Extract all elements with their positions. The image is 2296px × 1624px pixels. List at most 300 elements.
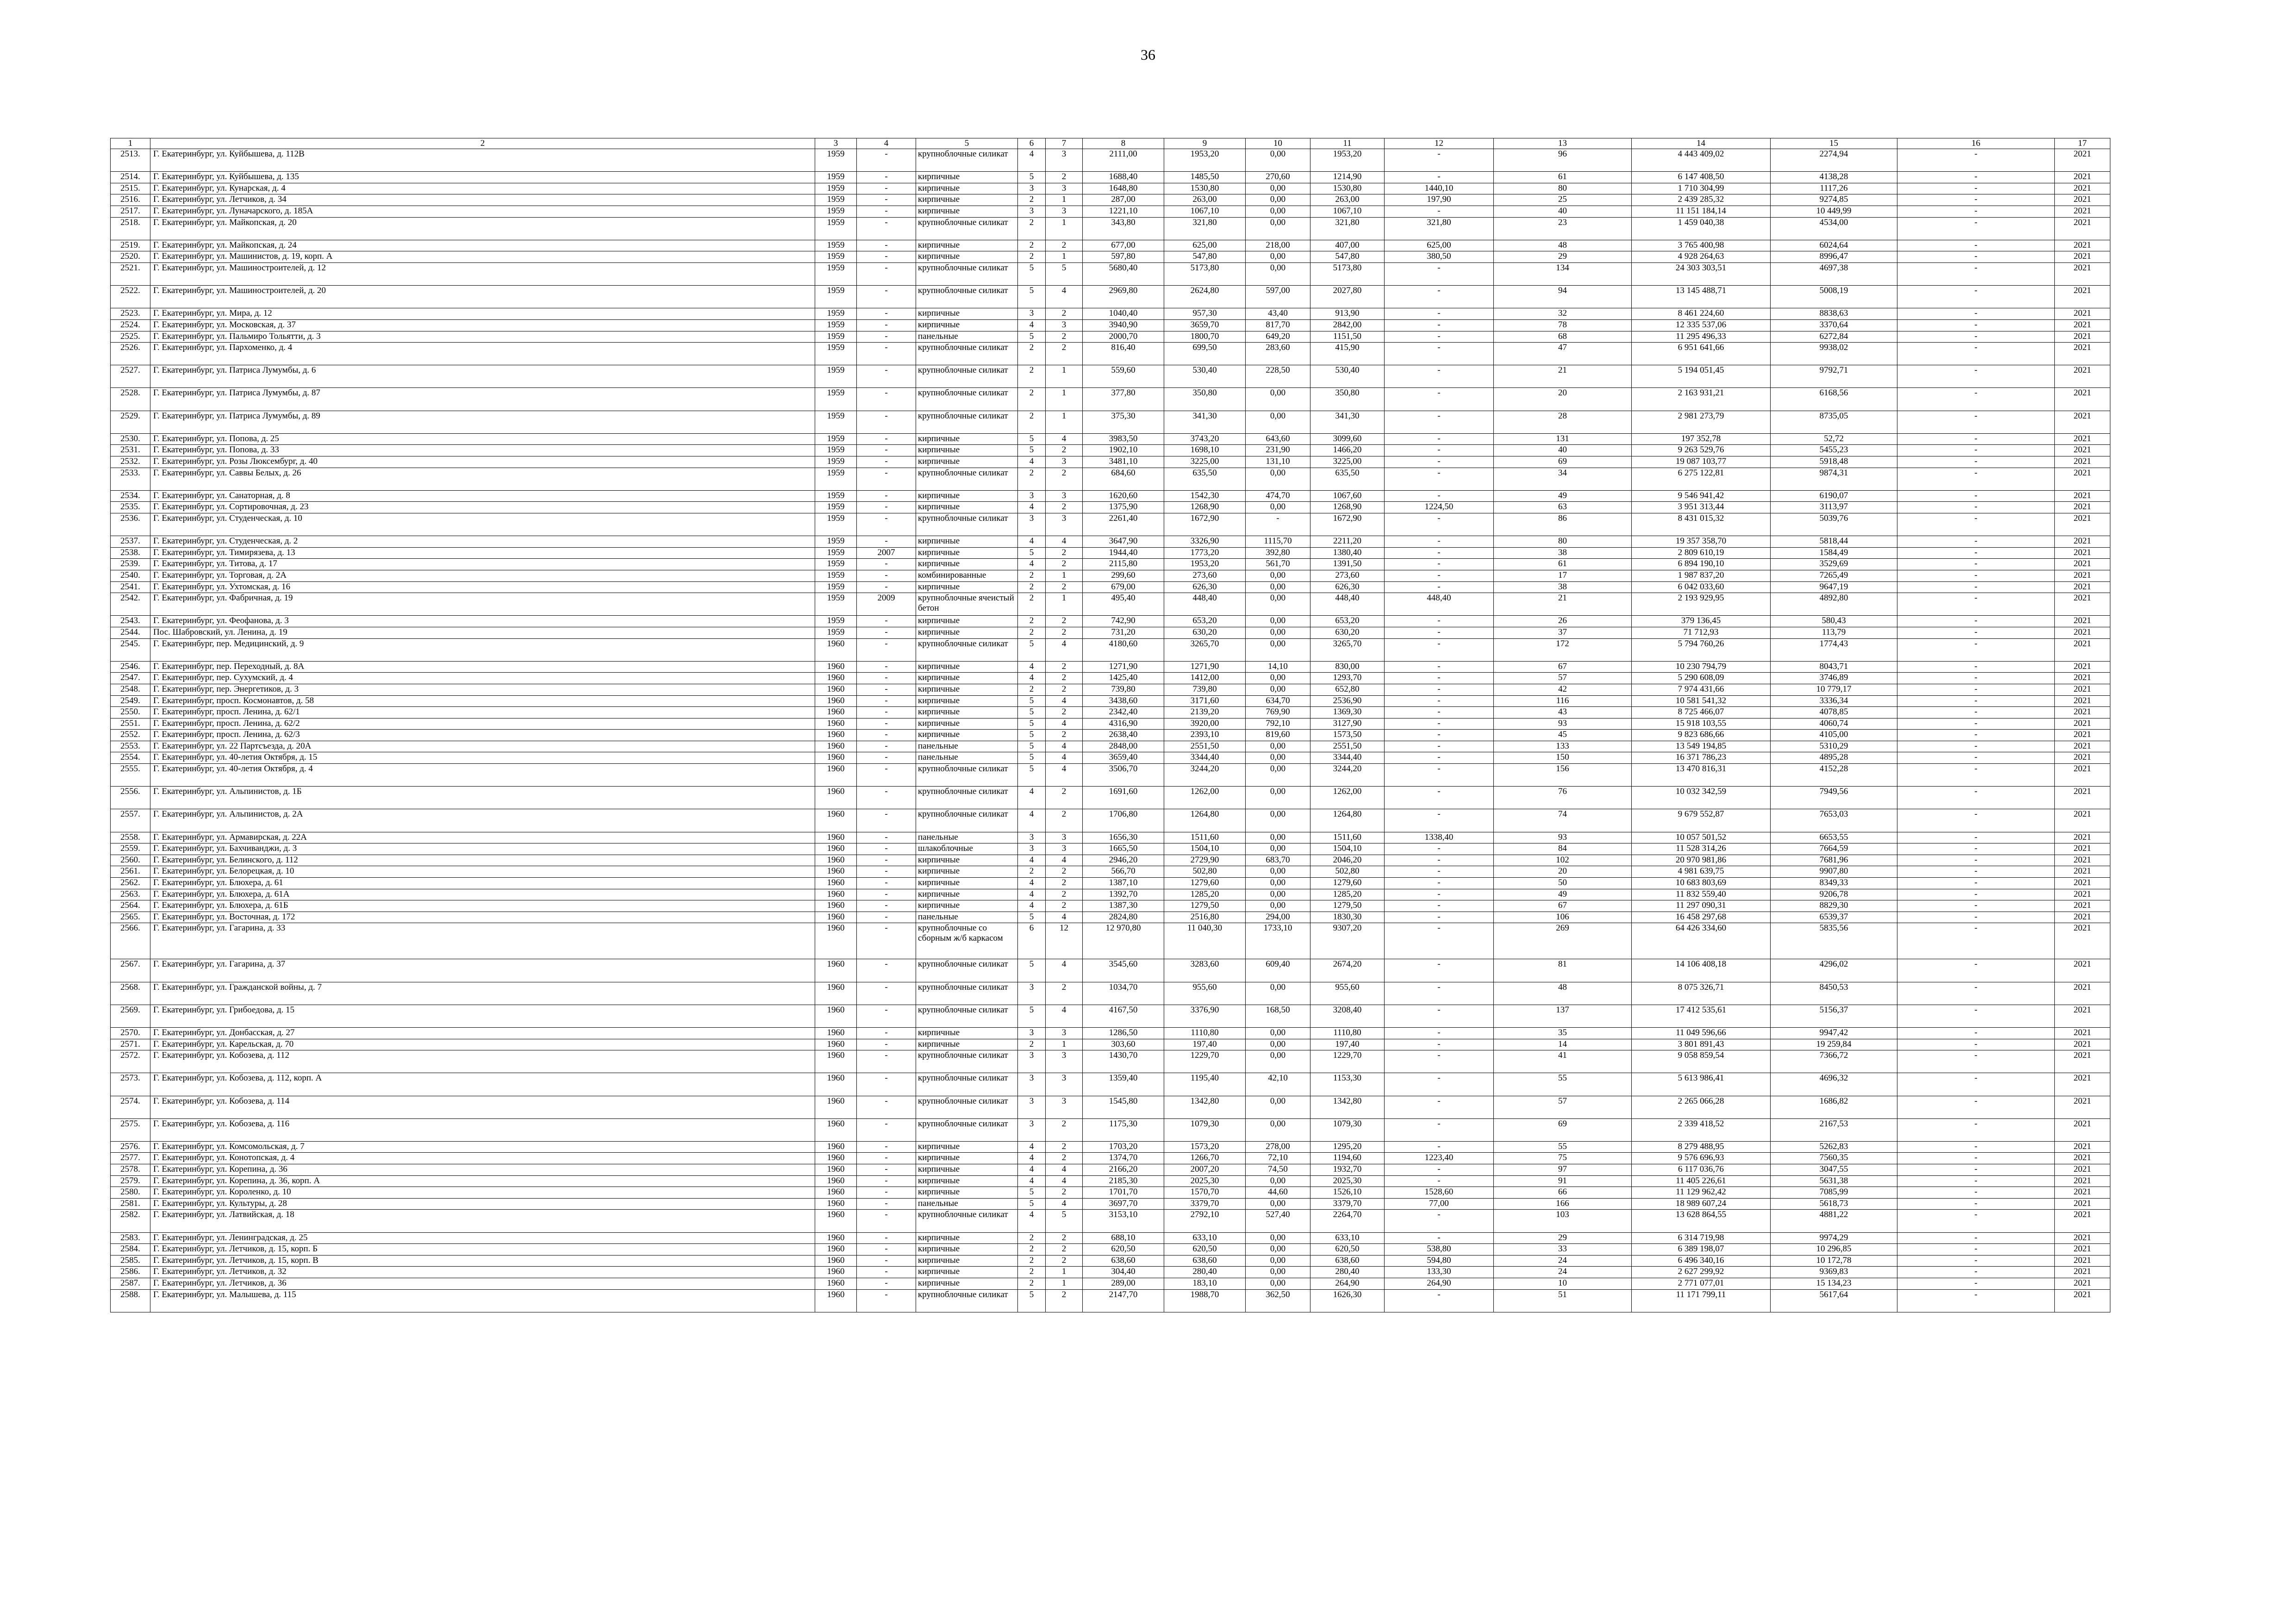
cell-year-renovated: - xyxy=(857,217,916,240)
cell-residents: 91 xyxy=(1494,1175,1632,1187)
cell-year-built: 1959 xyxy=(815,251,857,263)
cell-col-16: - xyxy=(1897,490,2055,502)
cell-entrances: 2 xyxy=(1046,1255,1083,1267)
cell-wall-material: крупноблочные ячеистый бетон xyxy=(916,593,1018,616)
cell-private-area: 2027,80 xyxy=(1310,286,1385,308)
cell-floors: 4 xyxy=(1018,1175,1046,1187)
cell-residents: 94 xyxy=(1494,286,1632,308)
cell-cost-total: 16 458 297,68 xyxy=(1632,912,1771,923)
header-cell-year-built: 3 xyxy=(815,138,857,149)
cell-year-built: 1960 xyxy=(815,1141,857,1153)
cell-living-area: 3244,20 xyxy=(1164,764,1246,787)
cell-wall-material: кирпичные xyxy=(916,900,1018,912)
cell-wall-material: кирпичные xyxy=(916,183,1018,194)
cell-wall-material: кирпичные xyxy=(916,1278,1018,1290)
cell-municipal-area: - xyxy=(1385,982,1494,1005)
header-cell-cost-per-sqm: 15 xyxy=(1771,138,1897,149)
cell-private-area: 3344,40 xyxy=(1310,752,1385,764)
cell-private-area: 633,10 xyxy=(1310,1232,1385,1244)
cell-residents: 29 xyxy=(1494,251,1632,263)
cell-cost-per-sqm: 8996,47 xyxy=(1771,251,1897,263)
cell-nonresidential-area: 218,00 xyxy=(1246,240,1310,251)
cell-wall-material: кирпичные xyxy=(916,502,1018,513)
cell-cost-total: 11 151 184,14 xyxy=(1632,206,1771,217)
cell-col-16: - xyxy=(1897,1210,2055,1232)
cell-total-area: 3438,60 xyxy=(1083,695,1164,707)
cell-year-planned: 2021 xyxy=(2055,855,2110,866)
cell-address: Г. Екатеринбург, ул. Мира, д. 12 xyxy=(150,308,815,320)
cell-nonresidential-area: 0,00 xyxy=(1246,1255,1310,1267)
cell-year-renovated: - xyxy=(857,240,916,251)
cell-entrances: 3 xyxy=(1046,183,1083,194)
cell-cost-per-sqm: 4152,28 xyxy=(1771,764,1897,787)
cell-residents: 63 xyxy=(1494,502,1632,513)
cell-municipal-area: - xyxy=(1385,959,1494,982)
cell-cost-total: 379 136,45 xyxy=(1632,616,1771,627)
cell-living-area: 1279,50 xyxy=(1164,900,1246,912)
cell-col-16: - xyxy=(1897,581,2055,593)
cell-cost-total: 3 951 313,44 xyxy=(1632,502,1771,513)
cell-private-area: 1279,60 xyxy=(1310,878,1385,889)
cell-cost-per-sqm: 4696,32 xyxy=(1771,1073,1897,1096)
cell-entrances: 4 xyxy=(1046,433,1083,445)
cell-cost-total: 9 263 529,76 xyxy=(1632,445,1771,456)
cell-total-area: 1656,30 xyxy=(1083,832,1164,843)
cell-year-renovated: - xyxy=(857,1267,916,1278)
cell-address: Г. Екатеринбург, ул. Латвийская, д. 18 xyxy=(150,1210,815,1232)
cell-col-16: - xyxy=(1897,1096,2055,1118)
cell-wall-material: кирпичные xyxy=(916,878,1018,889)
cell-year-renovated: - xyxy=(857,684,916,695)
cell-floors: 5 xyxy=(1018,433,1046,445)
cell-living-area: 1504,10 xyxy=(1164,843,1246,855)
cell-wall-material: кирпичные xyxy=(916,1039,1018,1050)
cell-municipal-area: - xyxy=(1385,559,1494,570)
cell-nonresidential-area: 817,70 xyxy=(1246,319,1310,331)
cell-row-number: 2574. xyxy=(111,1096,150,1118)
cell-address: Г. Екатеринбург, пер. Сухумский, д. 4 xyxy=(150,673,815,684)
cell-private-area: 1153,30 xyxy=(1310,1073,1385,1096)
cell-year-renovated: - xyxy=(857,1187,916,1199)
cell-year-planned: 2021 xyxy=(2055,661,2110,673)
cell-floors: 3 xyxy=(1018,513,1046,536)
cell-total-area: 303,60 xyxy=(1083,1039,1164,1050)
cell-floors: 2 xyxy=(1018,616,1046,627)
cell-row-number: 2545. xyxy=(111,638,150,661)
cell-wall-material: крупноблочные силикат xyxy=(916,959,1018,982)
cell-cost-per-sqm: 5455,23 xyxy=(1771,445,1897,456)
cell-living-area: 3379,70 xyxy=(1164,1198,1246,1210)
cell-residents: 134 xyxy=(1494,262,1632,285)
cell-row-number: 2576. xyxy=(111,1141,150,1153)
table-row xyxy=(111,411,2110,433)
cell-floors: 5 xyxy=(1018,752,1046,764)
cell-nonresidential-area: 14,10 xyxy=(1246,661,1310,673)
cell-municipal-area: 1223,40 xyxy=(1385,1153,1494,1164)
cell-cost-per-sqm: 7366,72 xyxy=(1771,1050,1897,1073)
cell-living-area: 1485,50 xyxy=(1164,172,1246,183)
cell-total-area: 816,40 xyxy=(1083,343,1164,365)
cell-floors: 6 xyxy=(1018,923,1046,959)
cell-year-built: 1960 xyxy=(815,1244,857,1255)
cell-year-renovated: - xyxy=(857,1118,916,1141)
cell-row-number: 2568. xyxy=(111,982,150,1005)
table-row xyxy=(111,707,2110,718)
cell-total-area: 1706,80 xyxy=(1083,809,1164,832)
cell-wall-material: кирпичные xyxy=(916,172,1018,183)
cell-cost-per-sqm: 4105,00 xyxy=(1771,730,1897,741)
cell-address: Г. Екатеринбург, ул. Майкопская, д. 20 xyxy=(150,217,815,240)
cell-col-16: - xyxy=(1897,206,2055,217)
cell-col-16: - xyxy=(1897,411,2055,433)
cell-year-renovated: - xyxy=(857,843,916,855)
cell-living-area: 3920,00 xyxy=(1164,718,1246,730)
cell-col-16: - xyxy=(1897,319,2055,331)
cell-private-area: 350,80 xyxy=(1310,388,1385,411)
cell-entrances: 2 xyxy=(1046,1153,1083,1164)
cell-residents: 49 xyxy=(1494,889,1632,900)
header-cell-floors: 6 xyxy=(1018,138,1046,149)
cell-nonresidential-area: 42,10 xyxy=(1246,1073,1310,1096)
cell-wall-material: кирпичные xyxy=(916,1175,1018,1187)
cell-address: Г. Екатеринбург, ул. Титова, д. 17 xyxy=(150,559,815,570)
table-row xyxy=(111,1267,2110,1278)
cell-wall-material: панельные xyxy=(916,752,1018,764)
cell-total-area: 4167,50 xyxy=(1083,1005,1164,1027)
cell-living-area: 630,20 xyxy=(1164,627,1246,638)
cell-year-planned: 2021 xyxy=(2055,149,2110,172)
cell-cost-total: 6 147 408,50 xyxy=(1632,172,1771,183)
cell-year-renovated: - xyxy=(857,673,916,684)
cell-wall-material: кирпичные xyxy=(916,1164,1018,1176)
cell-nonresidential-area: 0,00 xyxy=(1246,502,1310,513)
cell-nonresidential-area: 392,80 xyxy=(1246,547,1310,559)
cell-nonresidential-area: 0,00 xyxy=(1246,388,1310,411)
cell-year-built: 1960 xyxy=(815,1073,857,1096)
cell-private-area: 3127,90 xyxy=(1310,718,1385,730)
cell-col-16: - xyxy=(1897,1267,2055,1278)
cell-year-built: 1959 xyxy=(815,502,857,513)
cell-row-number: 2571. xyxy=(111,1039,150,1050)
cell-living-area: 1266,70 xyxy=(1164,1153,1246,1164)
cell-year-renovated: - xyxy=(857,172,916,183)
cell-row-number: 2564. xyxy=(111,900,150,912)
cell-address: Г. Екатеринбург, ул. Гагарина, д. 37 xyxy=(150,959,815,982)
cell-living-area: 957,30 xyxy=(1164,308,1246,320)
cell-nonresidential-area: 474,70 xyxy=(1246,490,1310,502)
cell-col-16: - xyxy=(1897,889,2055,900)
cell-cost-total: 2 193 929,95 xyxy=(1632,593,1771,616)
cell-year-renovated: - xyxy=(857,343,916,365)
cell-nonresidential-area: 0,00 xyxy=(1246,1050,1310,1073)
cell-total-area: 3940,90 xyxy=(1083,319,1164,331)
cell-cost-per-sqm: 4078,85 xyxy=(1771,707,1897,718)
cell-living-area: 1268,90 xyxy=(1164,502,1246,513)
header-cell-wall-material: 5 xyxy=(916,138,1018,149)
cell-municipal-area: - xyxy=(1385,1175,1494,1187)
cell-cost-per-sqm: 5262,83 xyxy=(1771,1141,1897,1153)
cell-entrances: 3 xyxy=(1046,1073,1083,1096)
cell-address: Г. Екатеринбург, ул. Короленко, д. 10 xyxy=(150,1187,815,1199)
cell-entrances: 3 xyxy=(1046,843,1083,855)
cell-cost-total: 2 339 418,52 xyxy=(1632,1118,1771,1141)
cell-living-area: 1573,20 xyxy=(1164,1141,1246,1153)
cell-year-planned: 2021 xyxy=(2055,1118,2110,1141)
cell-col-16: - xyxy=(1897,627,2055,638)
cell-living-area: 2025,30 xyxy=(1164,1175,1246,1187)
cell-living-area: 2729,90 xyxy=(1164,855,1246,866)
cell-floors: 2 xyxy=(1018,251,1046,263)
cell-address: Г. Екатеринбург, ул. Машиностроителей, д. 20 xyxy=(150,286,815,308)
cell-year-planned: 2021 xyxy=(2055,982,2110,1005)
cell-year-planned: 2021 xyxy=(2055,684,2110,695)
cell-nonresidential-area: 283,60 xyxy=(1246,343,1310,365)
cell-entrances: 3 xyxy=(1046,206,1083,217)
cell-private-area: 1391,50 xyxy=(1310,559,1385,570)
cell-year-built: 1959 xyxy=(815,616,857,627)
cell-municipal-area: 380,50 xyxy=(1385,251,1494,263)
cell-col-16: - xyxy=(1897,1244,2055,1255)
cell-year-renovated: - xyxy=(857,251,916,263)
cell-total-area: 3697,70 xyxy=(1083,1198,1164,1210)
cell-col-16: - xyxy=(1897,308,2055,320)
cell-living-area: 5173,80 xyxy=(1164,262,1246,285)
cell-floors: 3 xyxy=(1018,1027,1046,1039)
cell-address: Г. Екатеринбург, ул. Сортировочная, д. 23 xyxy=(150,502,815,513)
cell-floors: 2 xyxy=(1018,1278,1046,1290)
table-row xyxy=(111,1027,2110,1039)
cell-wall-material: крупноблочные со сборным ж/б каркасом xyxy=(916,923,1018,959)
cell-nonresidential-area: 634,70 xyxy=(1246,695,1310,707)
cell-floors: 2 xyxy=(1018,581,1046,593)
table-row xyxy=(111,194,2110,206)
cell-year-renovated: - xyxy=(857,707,916,718)
cell-floors: 4 xyxy=(1018,661,1046,673)
cell-cost-per-sqm: 9792,71 xyxy=(1771,365,1897,388)
cell-cost-per-sqm: 9274,85 xyxy=(1771,194,1897,206)
cell-living-area: 273,60 xyxy=(1164,570,1246,581)
cell-wall-material: крупноблочные силикат xyxy=(916,787,1018,809)
page-number: 36 xyxy=(1141,46,1155,63)
cell-entrances: 2 xyxy=(1046,331,1083,343)
table-row xyxy=(111,752,2110,764)
cell-year-built: 1960 xyxy=(815,1232,857,1244)
cell-cost-per-sqm: 8829,30 xyxy=(1771,900,1897,912)
cell-residents: 75 xyxy=(1494,1153,1632,1164)
cell-col-16: - xyxy=(1897,616,2055,627)
cell-year-renovated: - xyxy=(857,832,916,843)
cell-year-planned: 2021 xyxy=(2055,1073,2110,1096)
cell-col-16: - xyxy=(1897,456,2055,468)
cell-total-area: 3481,10 xyxy=(1083,456,1164,468)
cell-municipal-area: - xyxy=(1385,1027,1494,1039)
cell-nonresidential-area: 168,50 xyxy=(1246,1005,1310,1027)
cell-cost-per-sqm: 8838,63 xyxy=(1771,308,1897,320)
cell-address: Г. Екатеринбург, ул. Блюхера, д. 61А xyxy=(150,889,815,900)
cell-year-renovated: - xyxy=(857,1073,916,1096)
cell-cost-total: 8 431 015,32 xyxy=(1632,513,1771,536)
cell-cost-per-sqm: 3746,89 xyxy=(1771,673,1897,684)
cell-living-area: 2393,10 xyxy=(1164,730,1246,741)
cell-nonresidential-area: 72,10 xyxy=(1246,1153,1310,1164)
cell-residents: 67 xyxy=(1494,661,1632,673)
cell-row-number: 2548. xyxy=(111,684,150,695)
cell-entrances: 2 xyxy=(1046,468,1083,490)
cell-cost-per-sqm: 5835,56 xyxy=(1771,923,1897,959)
cell-floors: 5 xyxy=(1018,959,1046,982)
cell-cost-total: 12 335 537,06 xyxy=(1632,319,1771,331)
cell-floors: 2 xyxy=(1018,217,1046,240)
cell-year-renovated: - xyxy=(857,1027,916,1039)
cell-wall-material: крупноблочные силикат xyxy=(916,149,1018,172)
cell-row-number: 2562. xyxy=(111,878,150,889)
cell-row-number: 2555. xyxy=(111,764,150,787)
cell-private-area: 3099,60 xyxy=(1310,433,1385,445)
cell-year-planned: 2021 xyxy=(2055,1096,2110,1118)
cell-floors: 3 xyxy=(1018,843,1046,855)
cell-cost-total: 7 974 431,66 xyxy=(1632,684,1771,695)
cell-cost-per-sqm: 10 172,78 xyxy=(1771,1255,1897,1267)
cell-col-16: - xyxy=(1897,1175,2055,1187)
cell-entrances: 2 xyxy=(1046,809,1083,832)
cell-living-area: 1285,20 xyxy=(1164,889,1246,900)
cell-private-area: 1229,70 xyxy=(1310,1050,1385,1073)
cell-col-16: - xyxy=(1897,866,2055,878)
cell-col-16: - xyxy=(1897,959,2055,982)
cell-floors: 5 xyxy=(1018,547,1046,559)
cell-floors: 4 xyxy=(1018,673,1046,684)
cell-total-area: 1374,70 xyxy=(1083,1153,1164,1164)
cell-year-planned: 2021 xyxy=(2055,411,2110,433)
cell-year-built: 1960 xyxy=(815,707,857,718)
cell-year-planned: 2021 xyxy=(2055,262,2110,285)
cell-nonresidential-area: 294,00 xyxy=(1246,912,1310,923)
cell-private-area: 1932,70 xyxy=(1310,1164,1385,1176)
cell-entrances: 2 xyxy=(1046,661,1083,673)
cell-col-16: - xyxy=(1897,251,2055,263)
cell-cost-total: 6 894 190,10 xyxy=(1632,559,1771,570)
cell-cost-per-sqm: 7085,99 xyxy=(1771,1187,1897,1199)
table-row xyxy=(111,206,2110,217)
cell-residents: 55 xyxy=(1494,1141,1632,1153)
cell-floors: 3 xyxy=(1018,490,1046,502)
cell-municipal-area: - xyxy=(1385,1050,1494,1073)
cell-row-number: 2527. xyxy=(111,365,150,388)
cell-wall-material: крупноблочные силикат xyxy=(916,468,1018,490)
cell-wall-material: крупноблочные силикат xyxy=(916,286,1018,308)
cell-floors: 5 xyxy=(1018,912,1046,923)
cell-total-area: 1392,70 xyxy=(1083,889,1164,900)
table-row xyxy=(111,319,2110,331)
table-row xyxy=(111,982,2110,1005)
cell-address: Г. Екатеринбург, ул. Гражданской войны, д. 7 xyxy=(150,982,815,1005)
table-row xyxy=(111,240,2110,251)
cell-entrances: 2 xyxy=(1046,559,1083,570)
cell-cost-total: 3 765 400,98 xyxy=(1632,240,1771,251)
cell-entrances: 3 xyxy=(1046,149,1083,172)
cell-address: Г. Екатеринбург, ул. Ленинградская, д. 25 xyxy=(150,1232,815,1244)
cell-residents: 43 xyxy=(1494,707,1632,718)
cell-living-area: 2792,10 xyxy=(1164,1210,1246,1232)
cell-wall-material: кирпичные xyxy=(916,1267,1018,1278)
cell-total-area: 1425,40 xyxy=(1083,673,1164,684)
cell-row-number: 2515. xyxy=(111,183,150,194)
cell-cost-per-sqm: 5618,73 xyxy=(1771,1198,1897,1210)
cell-nonresidential-area: 0,00 xyxy=(1246,741,1310,752)
cell-nonresidential-area: 597,00 xyxy=(1246,286,1310,308)
cell-private-area: 9307,20 xyxy=(1310,923,1385,959)
cell-year-renovated: - xyxy=(857,787,916,809)
cell-living-area: 1079,30 xyxy=(1164,1118,1246,1141)
cell-cost-total: 5 290 608,09 xyxy=(1632,673,1771,684)
cell-nonresidential-area: 0,00 xyxy=(1246,1118,1310,1141)
cell-year-planned: 2021 xyxy=(2055,331,2110,343)
cell-living-area: 1229,70 xyxy=(1164,1050,1246,1073)
cell-private-area: 1067,10 xyxy=(1310,206,1385,217)
cell-floors: 2 xyxy=(1018,343,1046,365)
cell-municipal-area: - xyxy=(1385,1039,1494,1050)
table-row xyxy=(111,308,2110,320)
cell-year-renovated: - xyxy=(857,319,916,331)
cell-year-renovated: 2009 xyxy=(857,593,916,616)
cell-col-16: - xyxy=(1897,741,2055,752)
cell-year-planned: 2021 xyxy=(2055,1164,2110,1176)
cell-address: Г. Екатеринбург, ул. Летчиков, д. 15, корп. В xyxy=(150,1255,815,1267)
cell-year-planned: 2021 xyxy=(2055,593,2110,616)
cell-row-number: 2578. xyxy=(111,1164,150,1176)
cell-floors: 5 xyxy=(1018,1187,1046,1199)
cell-floors: 2 xyxy=(1018,1232,1046,1244)
cell-nonresidential-area: 0,00 xyxy=(1246,832,1310,843)
cell-wall-material: кирпичные xyxy=(916,308,1018,320)
cell-private-area: 3379,70 xyxy=(1310,1198,1385,1210)
cell-entrances: 1 xyxy=(1046,1267,1083,1278)
header-cell-address: 2 xyxy=(150,138,815,149)
cell-year-renovated: - xyxy=(857,411,916,433)
cell-nonresidential-area: 362,50 xyxy=(1246,1289,1310,1312)
cell-year-renovated: - xyxy=(857,490,916,502)
cell-wall-material: крупноблочные силикат xyxy=(916,638,1018,661)
cell-living-area: 633,10 xyxy=(1164,1232,1246,1244)
cell-wall-material: кирпичные xyxy=(916,581,1018,593)
cell-nonresidential-area: 131,10 xyxy=(1246,456,1310,468)
cell-row-number: 2559. xyxy=(111,843,150,855)
cell-cost-per-sqm: 52,72 xyxy=(1771,433,1897,445)
cell-residents: 24 xyxy=(1494,1267,1632,1278)
cell-municipal-area: 321,80 xyxy=(1385,217,1494,240)
table-row xyxy=(111,1175,2110,1187)
cell-address: Г. Екатеринбург, ул. 40-летия Октября, д. 15 xyxy=(150,752,815,764)
cell-floors: 5 xyxy=(1018,262,1046,285)
cell-cost-total: 11 528 314,26 xyxy=(1632,843,1771,855)
cell-year-planned: 2021 xyxy=(2055,787,2110,809)
cell-col-16: - xyxy=(1897,1164,2055,1176)
cell-year-renovated: - xyxy=(857,889,916,900)
cell-cost-per-sqm: 6653,55 xyxy=(1771,832,1897,843)
cell-wall-material: кирпичные xyxy=(916,1187,1018,1199)
cell-municipal-area: - xyxy=(1385,172,1494,183)
cell-private-area: 547,80 xyxy=(1310,251,1385,263)
cell-col-16: - xyxy=(1897,468,2055,490)
cell-cost-per-sqm: 19 259,84 xyxy=(1771,1039,1897,1050)
cell-cost-per-sqm: 4296,02 xyxy=(1771,959,1897,982)
cell-row-number: 2577. xyxy=(111,1153,150,1164)
table-row xyxy=(111,445,2110,456)
cell-cost-per-sqm: 4138,28 xyxy=(1771,172,1897,183)
cell-municipal-area: - xyxy=(1385,513,1494,536)
cell-entrances: 2 xyxy=(1046,866,1083,878)
cell-entrances: 2 xyxy=(1046,445,1083,456)
